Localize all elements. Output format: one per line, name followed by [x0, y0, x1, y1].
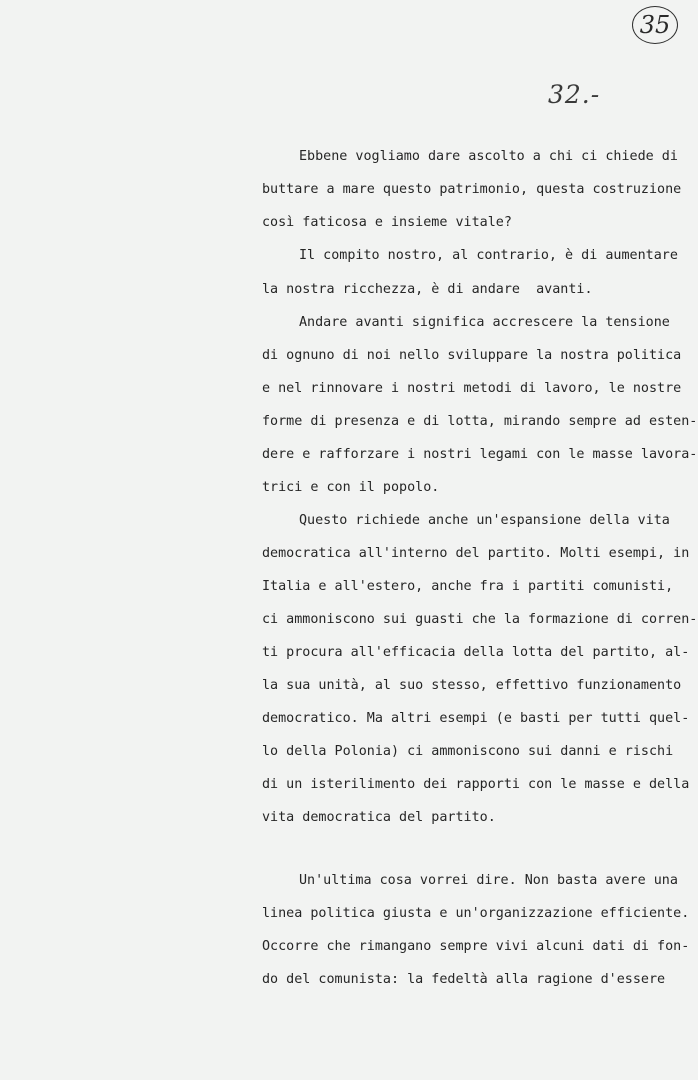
text-line: ti procura all'efficacia della lotta del partito, al-	[262, 645, 690, 660]
text-line: linea politica giusta e un'organizzazione efficiente.	[262, 906, 690, 921]
text-line: ci ammoniscono sui guasti che la formazione di corren-	[262, 612, 698, 627]
text-line: Un'ultima cosa vorrei dire. Non basta avere una	[299, 873, 678, 888]
text-line: Andare avanti significa accrescere la tensione	[299, 315, 670, 330]
text-line: vita democratica del partito.	[262, 810, 496, 825]
text-line: di ognuno di noi nello sviluppare la nostra politica	[262, 348, 682, 363]
text-line: forme di presenza e di lotta, mirando sempre ad esten-	[262, 414, 698, 429]
text-line: dere e rafforzare i nostri legami con le masse lavora-	[262, 447, 698, 462]
text-line: buttare a mare questo patrimonio, questa costruzione	[262, 182, 682, 197]
text-line: Ebbene vogliamo dare ascolto a chi ci chiede di	[299, 149, 678, 164]
text-line: e nel rinnovare i nostri metodi di lavoro, le nostre	[262, 381, 682, 396]
text-line: Il compito nostro, al contrario, è di aumentare	[299, 248, 678, 263]
text-line: la nostra ricchezza, è di andare avanti.	[262, 282, 593, 297]
text-line: do del comunista: la fedeltà alla ragione d'essere	[262, 972, 666, 987]
text-line: Italia e all'estero, anche fra i partiti comunisti,	[262, 579, 674, 594]
text-line: la sua unità, al suo stesso, effettivo funzionamento	[262, 678, 682, 693]
text-line: democratico. Ma altri esempi (e basti per tutti quel-	[262, 711, 690, 726]
text-line: Questo richiede anche un'espansione della vita	[299, 513, 670, 528]
text-line: di un isterilimento dei rapporti con le masse e della	[262, 777, 690, 792]
circled-page-number: 35	[632, 6, 678, 44]
text-line: democratica all'interno del partito. Molti esempi, in	[262, 546, 690, 561]
text-line: lo della Polonia) ci ammoniscono sui danni e rischi	[262, 744, 674, 759]
typed-page-number: 32.-	[548, 80, 601, 109]
text-line: trici e con il popolo.	[262, 480, 440, 495]
text-line: così faticosa e insieme vitale?	[262, 215, 512, 230]
text-line: Occorre che rimangano sempre vivi alcuni dati di fon-	[262, 939, 690, 954]
